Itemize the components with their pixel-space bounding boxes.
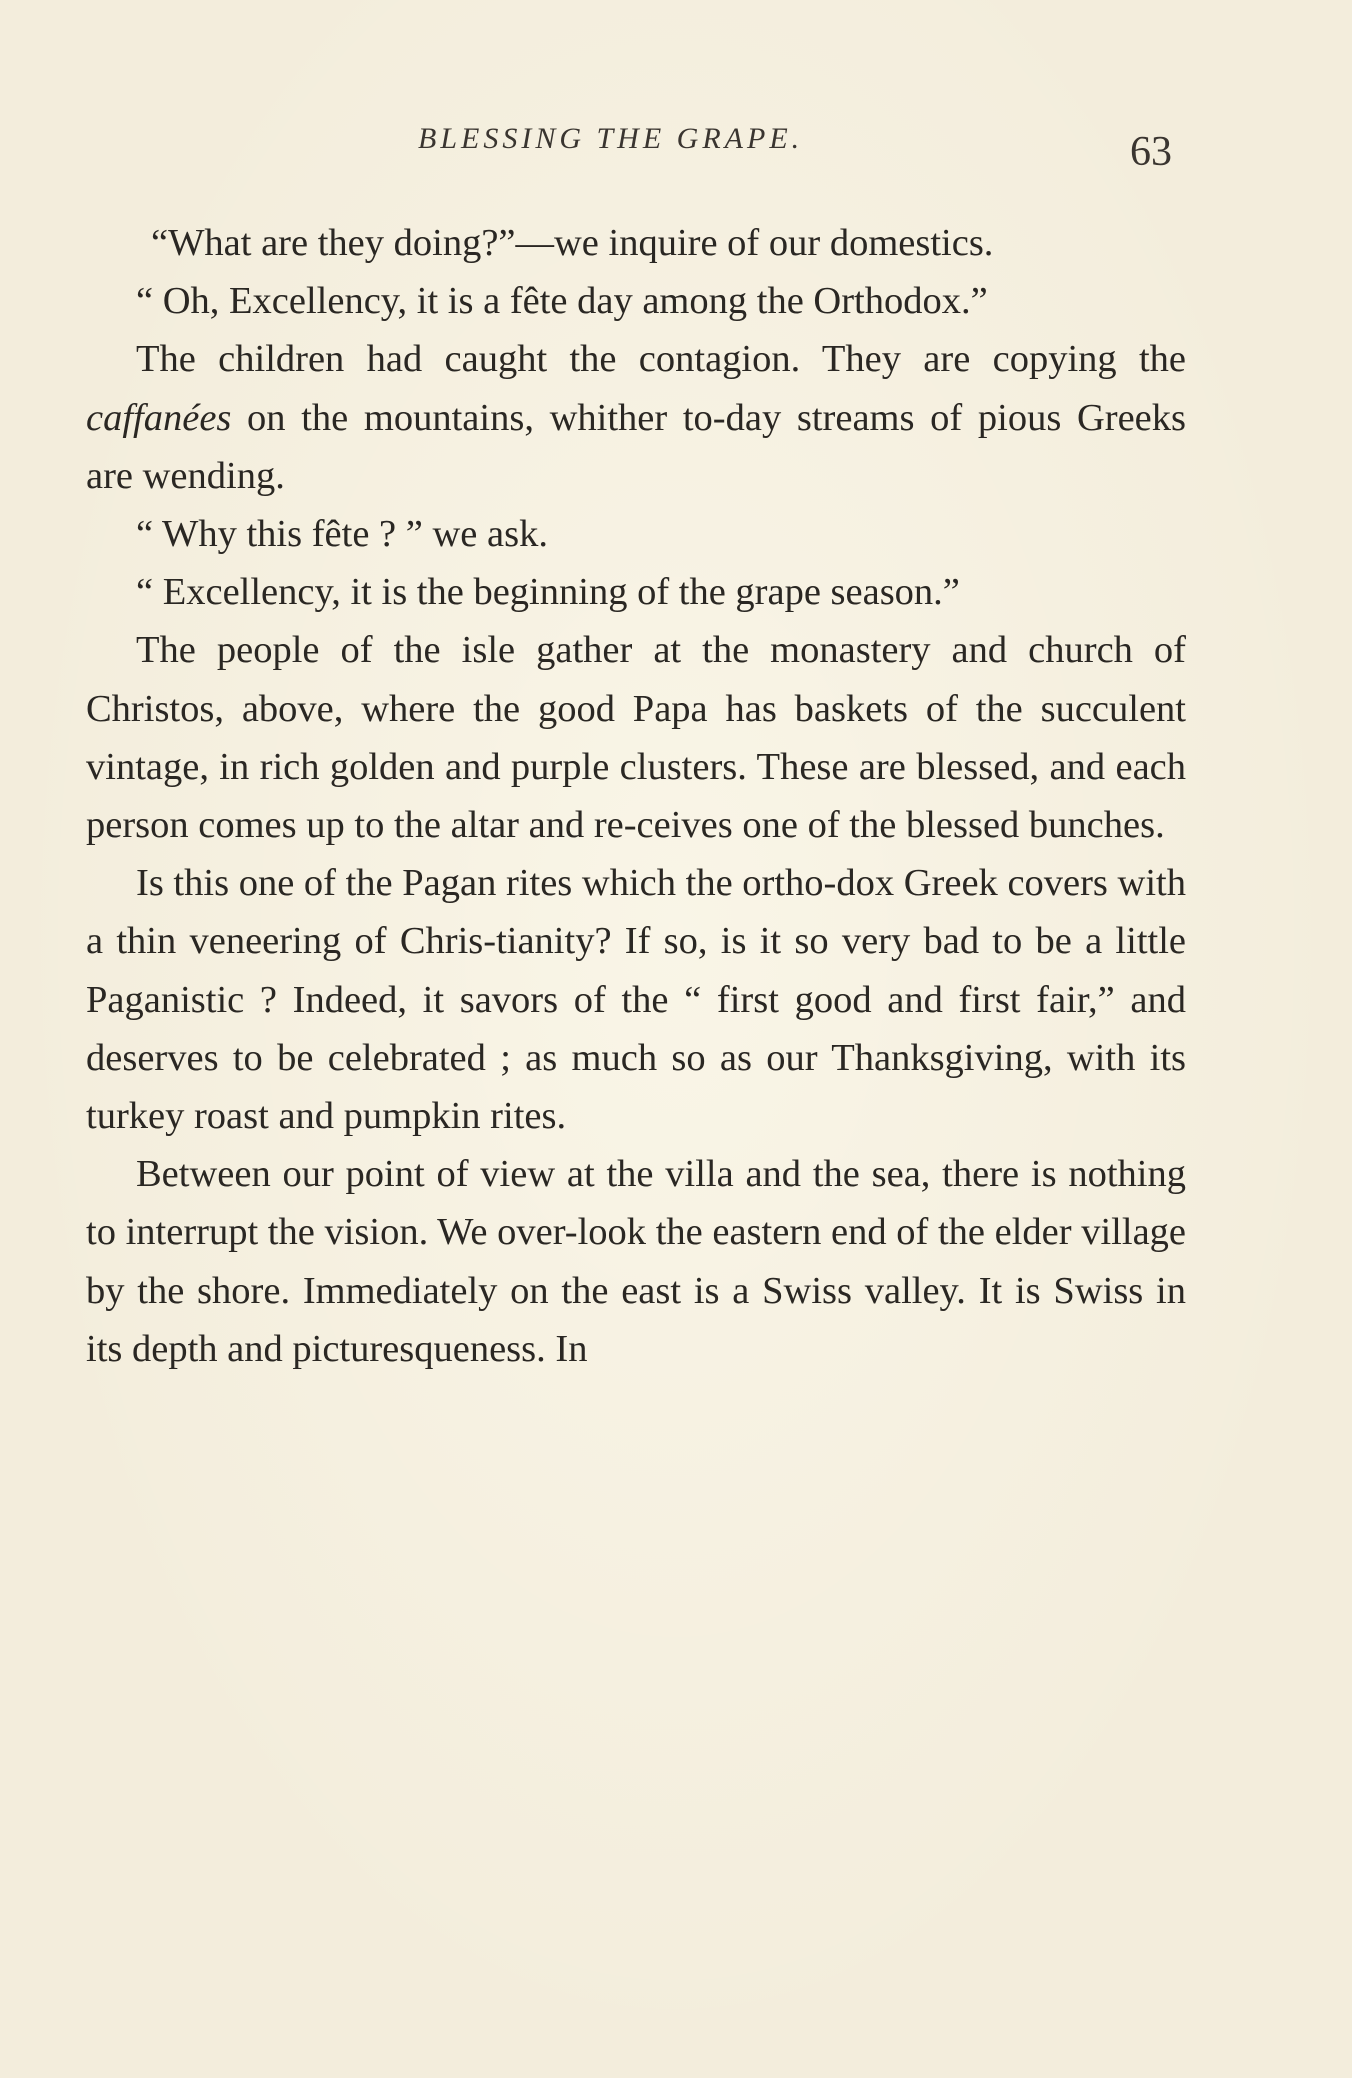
paragraph-text: on the mountains, whither to-day streams of pious Greeks are wending.	[86, 396, 1186, 497]
paragraph-text: The children had caught the contagion. They are copying the	[136, 338, 1186, 381]
paragraph	[86, 330, 1186, 505]
italic-word: caffanées	[86, 396, 232, 439]
paragraph: Between our point of view at the villa and the sea, there is nothing to interrupt the vision. We over-look the eastern end of the elder village by the shore. Immediately on the east is a Swiss valley. It is Swiss in its depth and picturesqueness. In	[86, 1153, 1186, 1370]
paragraph: The people of the isle gather at the monastery and church of Christos, above, where the good Papa has baskets of the succulent vintage, in rich golden and purple clusters. These are blessed, and each person comes up to the altar and re-ceives one of the blessed bunches.	[86, 629, 1186, 847]
paragraph: “What are they doing?”—we inquire of our domestics.	[151, 222, 994, 264]
paragraph: “ Why this fête ? ” we ask.	[136, 513, 548, 556]
running-head	[0, 122, 1352, 182]
body-text	[86, 214, 1186, 1378]
running-title: BLESSING THE GRAPE.	[418, 122, 804, 155]
paragraph: Is this one of the Pagan rites which the ortho-dox Greek covers with a thin veneering of Chris-tianity? If so, is it so very bad to be a little Paganistic ? Indeed, it savors of the “ first good and first fair,” and deserves to be celebrated ; as much so as our Thanksgiving, with its turkey roast and pumpkin rites.	[86, 862, 1186, 1138]
paragraph: “ Excellency, it is the beginning of the grape season.”	[136, 571, 960, 614]
page-number: 63	[1130, 129, 1172, 175]
paragraph: “ Oh, Excellency, it is a fête day among the Orthodox.”	[136, 280, 988, 323]
